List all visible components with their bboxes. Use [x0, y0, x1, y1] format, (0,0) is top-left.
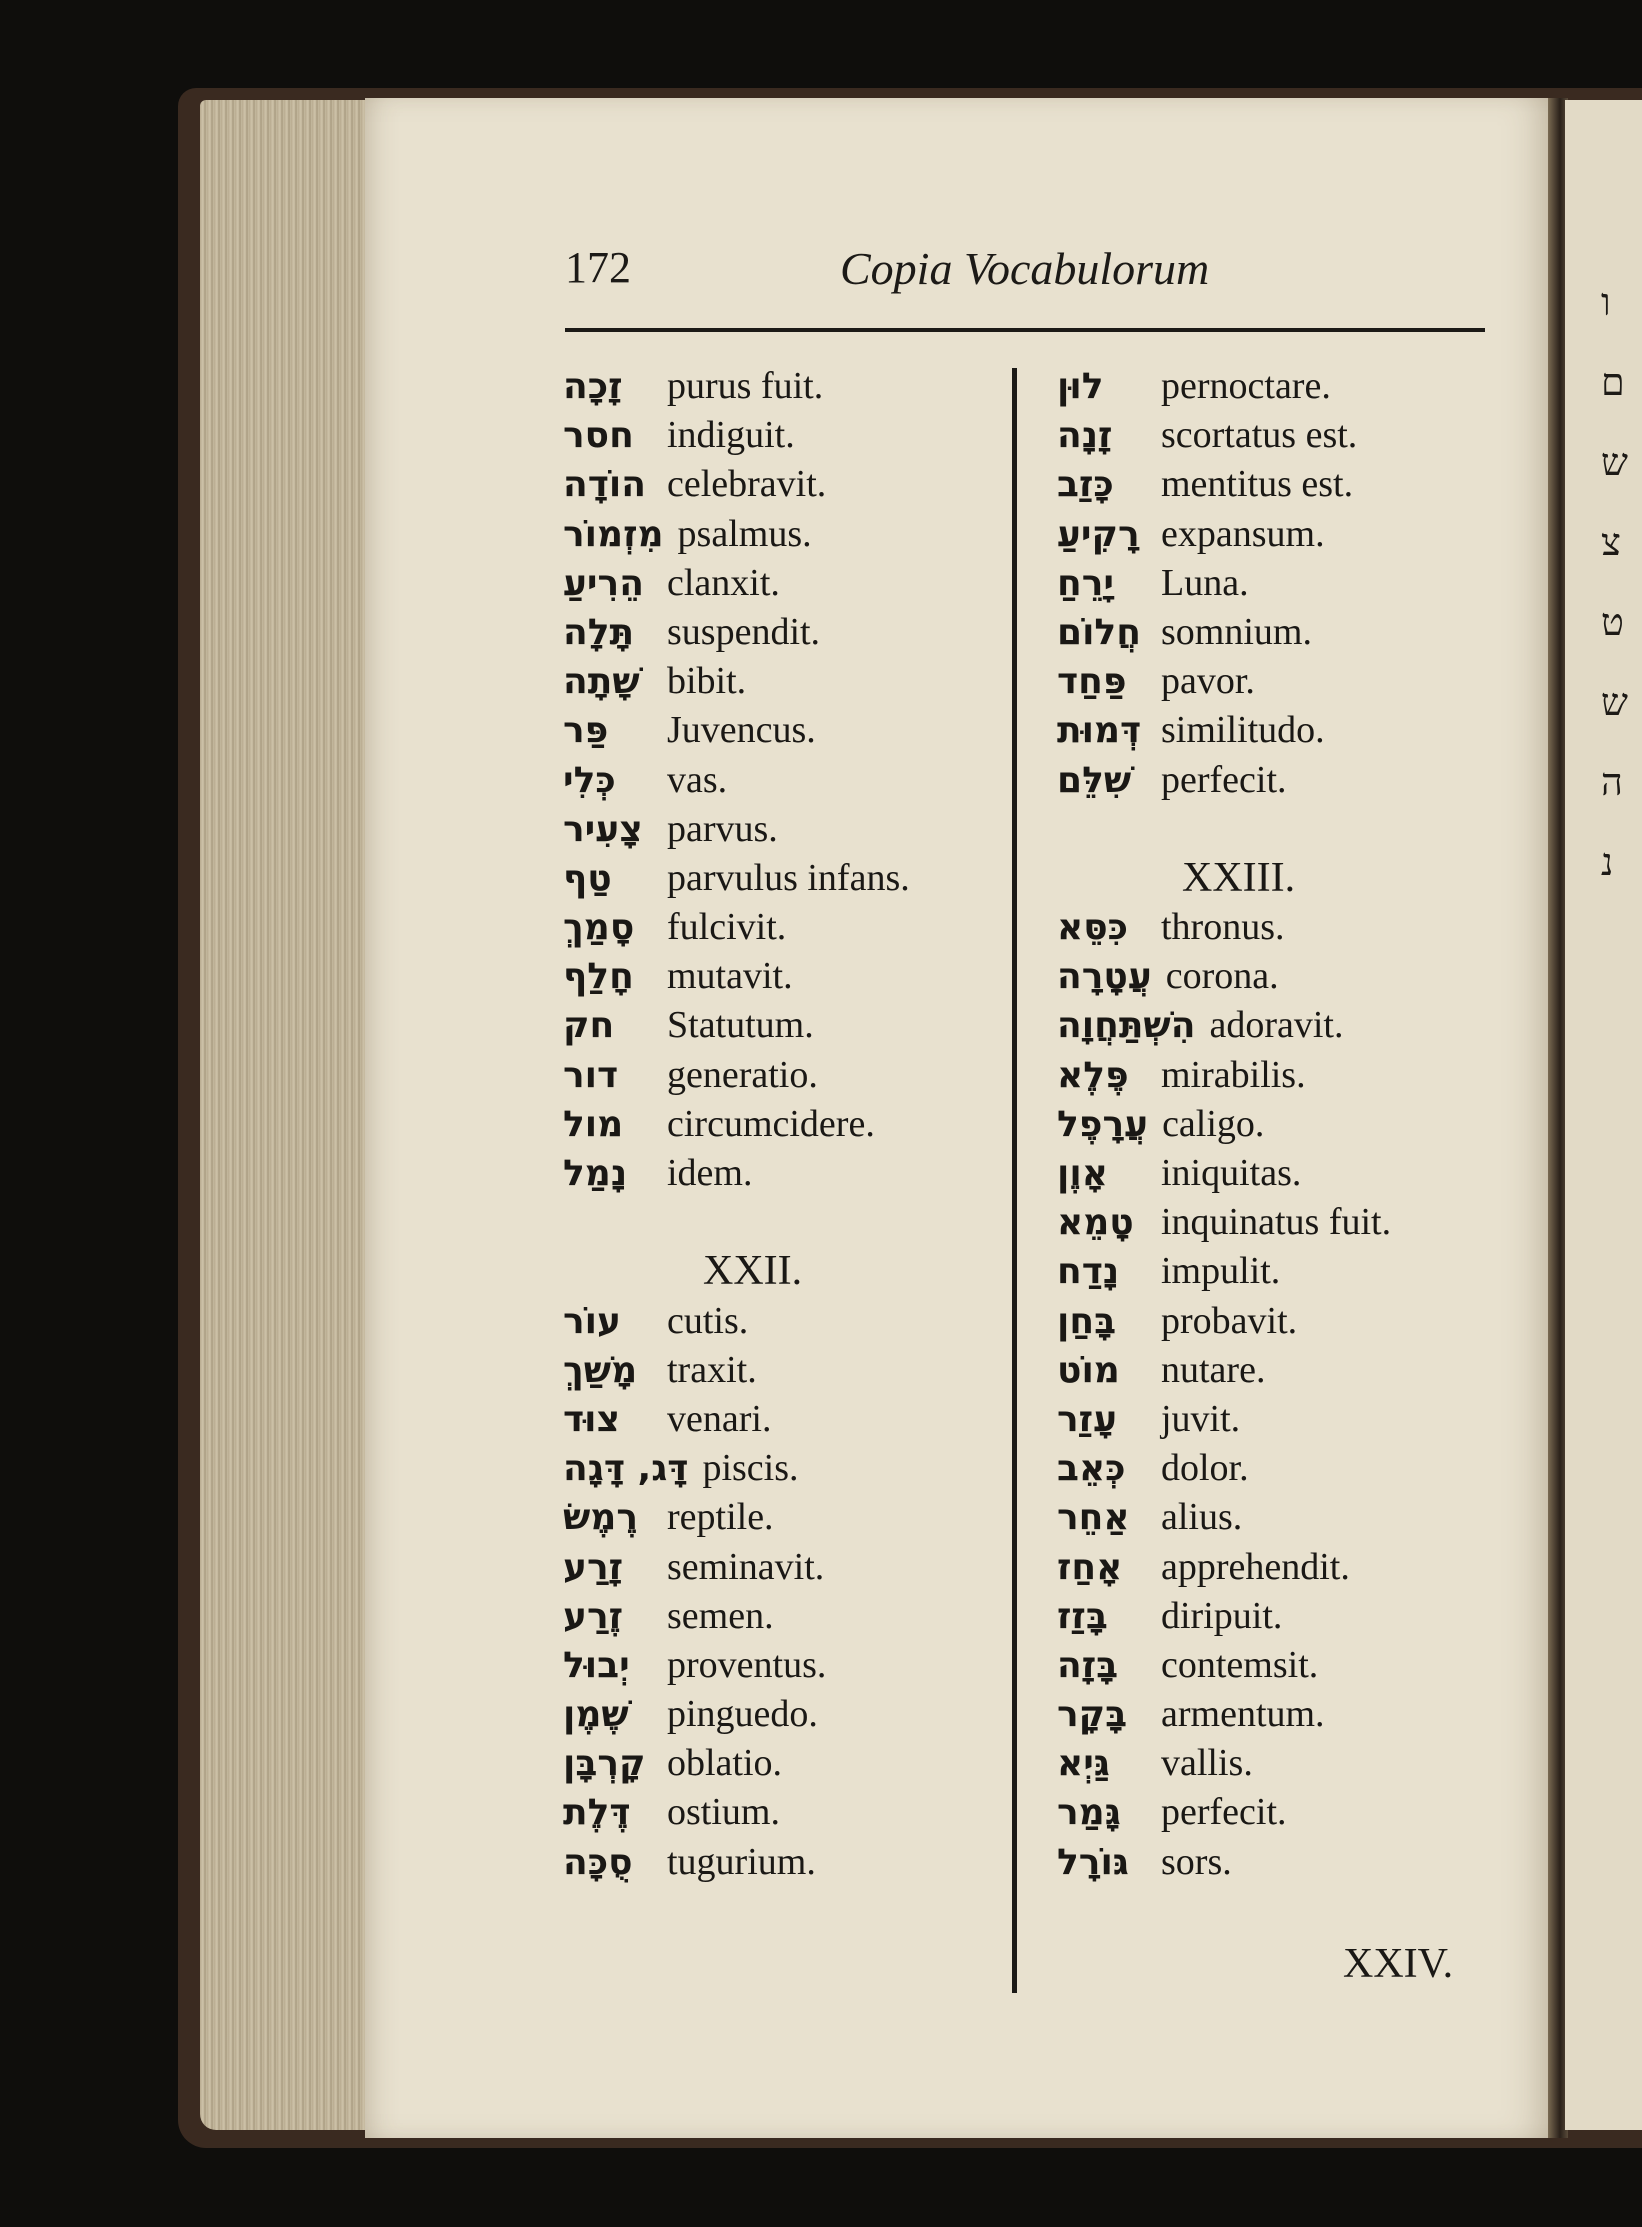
hebrew-word: נָמַל [563, 1153, 628, 1194]
hebrew-word: אַחֵר [1057, 1497, 1130, 1539]
latin-gloss: venari. [667, 1397, 772, 1440]
facing-page-fragment: ו ם ש צ ט ש ה נ [1565, 100, 1642, 2130]
hebrew-word: זֶרַע [563, 1595, 624, 1637]
header-rule [565, 328, 1485, 332]
latin-gloss: corona. [1165, 955, 1279, 998]
hebrew-word: חק [563, 1005, 615, 1047]
vocab-entry [1057, 706, 1527, 755]
vocab-entry [563, 1001, 1003, 1050]
hebrew-word: דְּמוּת [1057, 710, 1142, 752]
hebrew-word: זָרַע [563, 1546, 624, 1588]
vocab-entry [563, 1838, 1003, 1887]
latin-gloss: proventus. [667, 1643, 827, 1686]
hebrew-word: טָמֵא [1057, 1202, 1134, 1244]
hebrew-word: בָּזַז [1057, 1595, 1108, 1637]
vocab-entry [1057, 559, 1527, 608]
vocab-entry [563, 952, 1003, 1001]
vocab-entry [1057, 657, 1527, 706]
page-edges [200, 100, 370, 2130]
vocab-entry [563, 1641, 1003, 1690]
section-spacer [1057, 805, 1527, 854]
vocab-entry [1057, 1788, 1527, 1837]
page-number: 172 [565, 243, 631, 292]
vocab-entry [563, 1592, 1003, 1641]
latin-gloss: alius. [1161, 1496, 1243, 1539]
latin-gloss: dolor. [1161, 1447, 1249, 1490]
latin-gloss: impulit. [1161, 1250, 1281, 1293]
latin-gloss: purus fuit. [667, 365, 824, 407]
latin-gloss: perfecit. [1161, 1791, 1287, 1834]
vocab-entry [1057, 952, 1527, 1001]
latin-gloss: adoravit. [1209, 1004, 1344, 1047]
latin-gloss: pernoctare. [1161, 365, 1331, 407]
vocab-entry [563, 1346, 1003, 1395]
latin-gloss: seminavit. [667, 1545, 825, 1588]
latin-gloss: vas. [667, 758, 728, 801]
vocab-entry [563, 1297, 1003, 1346]
latin-gloss: somnium. [1161, 610, 1312, 653]
vocab-entry [1057, 1297, 1527, 1346]
vocab-entry [563, 805, 1003, 854]
vocab-entry [563, 1788, 1003, 1837]
vocab-entry [1057, 1543, 1527, 1592]
latin-gloss: bibit. [667, 660, 747, 703]
hebrew-word: עוֹר [563, 1300, 622, 1342]
latin-gloss: reptile. [667, 1496, 774, 1539]
latin-gloss: mentitus est. [1161, 463, 1354, 506]
vocab-entry [1057, 1690, 1527, 1739]
vocab-entry [563, 362, 1003, 411]
hebrew-word: חָלַף [563, 956, 634, 998]
latin-gloss: tugurium. [667, 1840, 816, 1883]
hebrew-word: סֻכָּה [563, 1841, 633, 1883]
hebrew-word: סָמַךְ [563, 907, 635, 949]
right-column [1057, 362, 1527, 1887]
hebrew-word: רָקִיעַ [1057, 513, 1140, 555]
hebrew-word: צָעִיר [563, 808, 643, 850]
hebrew-word: קָרְבָּן [563, 1743, 646, 1785]
hebrew-word: בָּזָה [1057, 1644, 1119, 1686]
hebrew-word: הֵרִיעַ [563, 562, 644, 604]
vocab-entry [1057, 903, 1527, 952]
hebrew-word: עֲטָרָה [1057, 956, 1152, 998]
vocab-entry [563, 411, 1003, 460]
latin-gloss: generatio. [667, 1053, 818, 1096]
latin-gloss: parvus. [667, 807, 778, 850]
latin-gloss: idem. [667, 1152, 753, 1194]
vocab-entry [563, 1739, 1003, 1788]
vocab-entry [1057, 362, 1527, 411]
hebrew-word: שִׁלֵּם [1057, 759, 1132, 801]
latin-gloss: traxit. [667, 1348, 757, 1391]
latin-gloss: armentum. [1161, 1693, 1325, 1736]
latin-gloss: contemsit. [1161, 1643, 1319, 1686]
hebrew-word: הִשְׁתַּחֲוָה [1057, 1005, 1196, 1047]
section-spacer [563, 1198, 1003, 1247]
hebrew-word: כְּאֵב [1057, 1448, 1126, 1490]
latin-gloss: parvulus infans. [667, 856, 910, 899]
hebrew-word: הוֹדָה [563, 464, 646, 506]
latin-gloss: perfecit. [1161, 758, 1287, 801]
hebrew-word: כִּסֵּא [1057, 907, 1129, 949]
hebrew-word: מָשַׁךְ [563, 1349, 638, 1391]
vocab-entry [563, 1690, 1003, 1739]
latin-gloss: inquinatus fuit. [1161, 1201, 1392, 1244]
vocab-entry [563, 1444, 1003, 1493]
vocab-entry [563, 1149, 1003, 1198]
latin-gloss: suspendit. [667, 610, 821, 653]
vocab-entry [1057, 1444, 1527, 1493]
latin-gloss: mutavit. [667, 955, 793, 998]
hebrew-word: צוּד [563, 1398, 621, 1440]
hebrew-word: רֶמֶשׂ [563, 1497, 639, 1539]
hebrew-word: בָּקָר [1057, 1694, 1128, 1736]
latin-gloss: diripuit. [1161, 1594, 1283, 1637]
latin-gloss: psalmus. [677, 512, 812, 555]
hebrew-word: פֶּלֶא [1057, 1054, 1129, 1096]
vocab-entry [563, 706, 1003, 755]
hebrew-word: זָנָה [1057, 415, 1113, 457]
vocab-entry [1057, 1739, 1527, 1788]
latin-gloss: thronus. [1161, 906, 1285, 949]
latin-gloss: Statutum. [667, 1004, 814, 1047]
section-heading: XXII. [703, 1248, 803, 1295]
vocab-entry [1057, 756, 1527, 805]
latin-gloss: Juvencus. [667, 709, 816, 752]
vocab-entry [563, 1100, 1003, 1149]
vocab-entry [1057, 1051, 1527, 1100]
latin-gloss: oblatio. [667, 1742, 783, 1785]
hebrew-word: יְבוּל [563, 1644, 630, 1686]
latin-gloss: iniquitas. [1161, 1152, 1302, 1194]
vocab-entry [563, 756, 1003, 805]
latin-gloss: apprehendit. [1161, 1545, 1350, 1588]
latin-gloss: juvit. [1161, 1397, 1241, 1440]
vocab-entry [563, 1395, 1003, 1444]
vocab-entry [1057, 1395, 1527, 1444]
latin-gloss: nutare. [1161, 1348, 1266, 1391]
vocab-entry [1057, 1001, 1527, 1050]
hebrew-word: טַף [563, 857, 612, 899]
latin-gloss: probavit. [1161, 1299, 1298, 1342]
hebrew-word: גָּמַר [1057, 1792, 1121, 1834]
vocab-entry [1057, 1100, 1527, 1149]
hebrew-word: בָּחַן [1057, 1300, 1117, 1342]
vocab-entry [1057, 1346, 1527, 1395]
running-head [565, 242, 1465, 312]
latin-gloss: celebravit. [667, 463, 827, 506]
hebrew-word: כָּזַב [1057, 464, 1114, 506]
hebrew-word: יָרֵחַ [1057, 562, 1115, 604]
hebrew-word: זָכָה [563, 366, 623, 407]
vocab-entry [563, 1493, 1003, 1542]
latin-gloss: expansum. [1161, 512, 1325, 555]
vocab-entry [1057, 1198, 1527, 1247]
vocab-entry [1057, 1641, 1527, 1690]
left-column [563, 362, 1003, 1887]
hebrew-word: תָּלָה [563, 611, 635, 653]
vocab-entry [1057, 510, 1527, 559]
latin-gloss: semen. [667, 1594, 774, 1637]
hebrew-word: מִזְמוֹר [563, 513, 664, 555]
hebrew-word: כְּלִי [563, 759, 616, 801]
vocab-entry [1057, 1247, 1527, 1296]
latin-gloss: cutis. [667, 1299, 749, 1342]
page-title: Copia Vocabulorum [840, 243, 1210, 294]
latin-gloss: similitudo. [1161, 709, 1325, 752]
hebrew-word: נָדַח [1057, 1251, 1120, 1293]
latin-gloss: caligo. [1162, 1102, 1265, 1145]
latin-gloss: vallis. [1161, 1742, 1253, 1785]
hebrew-word: גּוֹרָל [1057, 1841, 1129, 1883]
vocab-entry [563, 510, 1003, 559]
vocab-entry [563, 608, 1003, 657]
hebrew-word: פַּחַד [1057, 661, 1127, 703]
latin-gloss: circumcidere. [667, 1102, 875, 1145]
latin-gloss: scortatus est. [1161, 414, 1358, 457]
latin-gloss: clanxit. [667, 561, 780, 604]
vocab-entry [1057, 1149, 1527, 1198]
latin-gloss: Luna. [1161, 561, 1249, 604]
hebrew-word: פַּר [563, 710, 609, 752]
latin-gloss: mirabilis. [1161, 1053, 1306, 1096]
catchword: XXIV. [1343, 1941, 1454, 1987]
vocab-entry [563, 657, 1003, 706]
hebrew-word: שֶׁמֶן [563, 1694, 629, 1736]
vocab-entry [563, 903, 1003, 952]
hebrew-word: שָׁתָה [563, 661, 640, 703]
hebrew-word: עֲרָפֶל [1057, 1103, 1149, 1145]
hebrew-word: לוּן [1057, 366, 1104, 407]
hebrew-word: חסר [563, 415, 634, 457]
latin-gloss: ostium. [667, 1791, 780, 1834]
vocab-entry [1057, 411, 1527, 460]
latin-gloss: sors. [1161, 1840, 1232, 1883]
vocab-entry [563, 559, 1003, 608]
latin-gloss: pinguedo. [667, 1693, 818, 1736]
hebrew-word: מול [563, 1103, 624, 1145]
hebrew-word: גַּיְא [1057, 1743, 1110, 1785]
latin-gloss: fulcivit. [667, 906, 787, 949]
vocab-entry [1057, 460, 1527, 509]
vocab-entry [563, 854, 1003, 903]
hebrew-word: דור [563, 1054, 619, 1096]
latin-gloss: indiguit. [667, 414, 795, 457]
vocab-entry [563, 1051, 1003, 1100]
vocab-entry [1057, 1838, 1527, 1887]
column-divider [1012, 368, 1017, 1993]
hebrew-word: אָחַז [1057, 1546, 1123, 1588]
hebrew-word: חֲלוֹם [1057, 611, 1141, 653]
vocab-entry [563, 460, 1003, 509]
hebrew-word: דָּג, דָּגָה [563, 1448, 689, 1490]
vocab-entry [1057, 1592, 1527, 1641]
vocab-entry [1057, 608, 1527, 657]
latin-gloss: pavor. [1161, 660, 1255, 703]
hebrew-word: מוֹט [1057, 1349, 1120, 1391]
hebrew-word: עָזַר [1057, 1398, 1118, 1440]
hebrew-word: דֶּלֶת [563, 1792, 631, 1834]
latin-gloss: piscis. [702, 1447, 799, 1490]
hebrew-word: אָוֶן [1057, 1153, 1108, 1194]
vocab-entry [1057, 1493, 1527, 1542]
vocab-entry [563, 1543, 1003, 1592]
section-heading: XXIII. [1182, 854, 1296, 901]
